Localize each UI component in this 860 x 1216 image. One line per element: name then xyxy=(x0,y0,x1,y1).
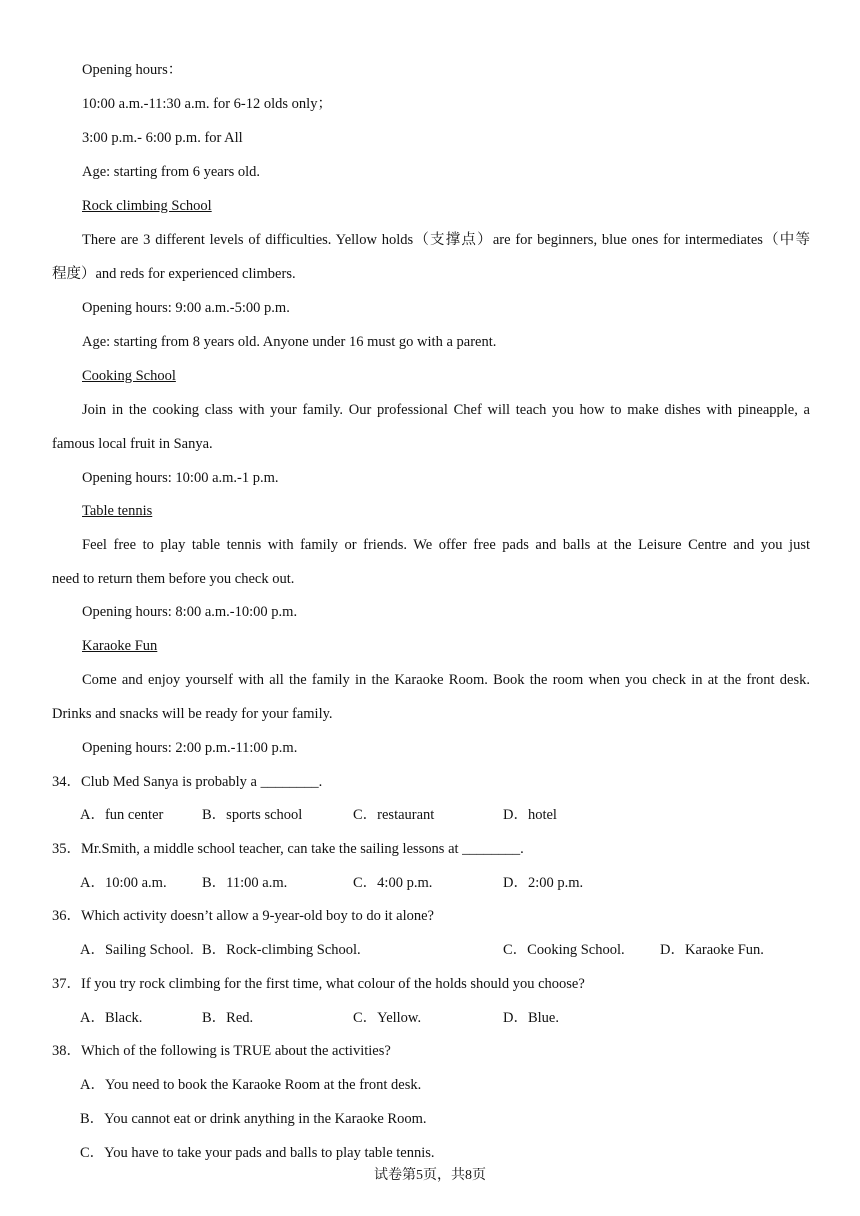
table-tennis-heading: Table tennis xyxy=(82,503,153,519)
question-37: 37．If you try rock climbing for the first time, what colour of the holds should you choose? xyxy=(52,976,585,992)
table-tennis-text-2: need to return them before you check out. xyxy=(52,571,295,587)
page-footer: 试卷第5页，共8页 xyxy=(374,1168,486,1183)
karaoke-heading: Karaoke Fun xyxy=(82,638,158,654)
cooking-text-1: Join in the cooking class with your family. Our professional Chef will teach you how to make dishes with pineapple, a xyxy=(82,402,810,418)
karaoke-hours: Opening hours: 2:00 p.m.-11:00 p.m. xyxy=(82,740,298,756)
question-35: 35．Mr.Smith, a middle school teacher, can take the sailing lessons at ________. xyxy=(52,841,524,857)
rock-climbing-heading: Rock climbing School xyxy=(82,198,212,214)
q36-option-b: B．Rock-climbing School. xyxy=(202,942,361,958)
q38-option-c: C．You have to take your pads and balls to play table tennis. xyxy=(80,1145,435,1161)
question-38: 38．Which of the following is TRUE about the activities? xyxy=(52,1043,391,1059)
q36-option-c: C．Cooking School. xyxy=(503,942,625,958)
table-tennis-text-1: Feel free to play table tennis with family or friends. We offer free pads and balls at the Leisure Centre and you just xyxy=(82,537,810,553)
q36-option-d: D．Karaoke Fun. xyxy=(660,942,764,958)
q35-option-b: B．11:00 a.m. xyxy=(202,875,288,891)
rock-climbing-text-2: 程度）and reds for experienced climbers. xyxy=(52,266,296,282)
cooking-hours: Opening hours: 10:00 a.m.-1 p.m. xyxy=(82,470,279,486)
rock-climbing-age: Age: starting from 8 years old. Anyone under 16 must go with a parent. xyxy=(82,334,497,350)
q34-option-d: D．hotel xyxy=(503,807,557,823)
question-36: 36．Which activity doesn’t allow a 9-year-old boy to do it alone? xyxy=(52,908,434,924)
q37-option-c: C．Yellow. xyxy=(353,1010,422,1026)
table-tennis-hours: Opening hours: 8:00 a.m.-10:00 p.m. xyxy=(82,604,298,620)
q34-option-b: B．sports school xyxy=(202,807,303,823)
q37-option-a: A．Black. xyxy=(80,1010,143,1026)
q38-option-b: B．You cannot eat or drink anything in the Karaoke Room. xyxy=(80,1111,427,1127)
q37-option-d: D．Blue. xyxy=(503,1010,559,1026)
q35-option-c: C．4:00 p.m. xyxy=(353,875,433,891)
q34-option-a: A．fun center xyxy=(80,807,164,823)
sailing-age: Age: starting from 6 years old. xyxy=(82,164,260,180)
q35-option-d: D．2:00 p.m. xyxy=(503,875,584,891)
q38-option-a: A．You need to book the Karaoke Room at the front desk. xyxy=(80,1077,422,1093)
karaoke-text-1: Come and enjoy yourself with all the family in the Karaoke Room. Book the room when you check in at the front desk. xyxy=(82,672,810,688)
q37-option-b: B．Red. xyxy=(202,1010,254,1026)
q34-option-c: C．restaurant xyxy=(353,807,435,823)
sailing-hours-kids: 10:00 a.m.-11:30 a.m. for 6-12 olds only； xyxy=(82,96,332,112)
cooking-text-2: famous local fruit in Sanya. xyxy=(52,436,213,452)
cooking-heading: Cooking School xyxy=(82,368,176,384)
q36-option-a: A．Sailing School. xyxy=(80,942,194,958)
opening-hours-label: Opening hours： xyxy=(82,62,183,78)
rock-climbing-text-1: There are 3 different levels of difficulties. Yellow holds（支撑点）are for beginners, blue ones for intermediates（中等 xyxy=(82,232,810,248)
q35-option-a: A．10:00 a.m. xyxy=(80,875,167,891)
sailing-hours-all: 3:00 p.m.- 6:00 p.m. for All xyxy=(82,130,243,146)
question-34: 34．Club Med Sanya is probably a ________. xyxy=(52,774,323,790)
rock-climbing-hours: Opening hours: 9:00 a.m.-5:00 p.m. xyxy=(82,300,290,316)
karaoke-text-2: Drinks and snacks will be ready for your family. xyxy=(52,706,333,722)
